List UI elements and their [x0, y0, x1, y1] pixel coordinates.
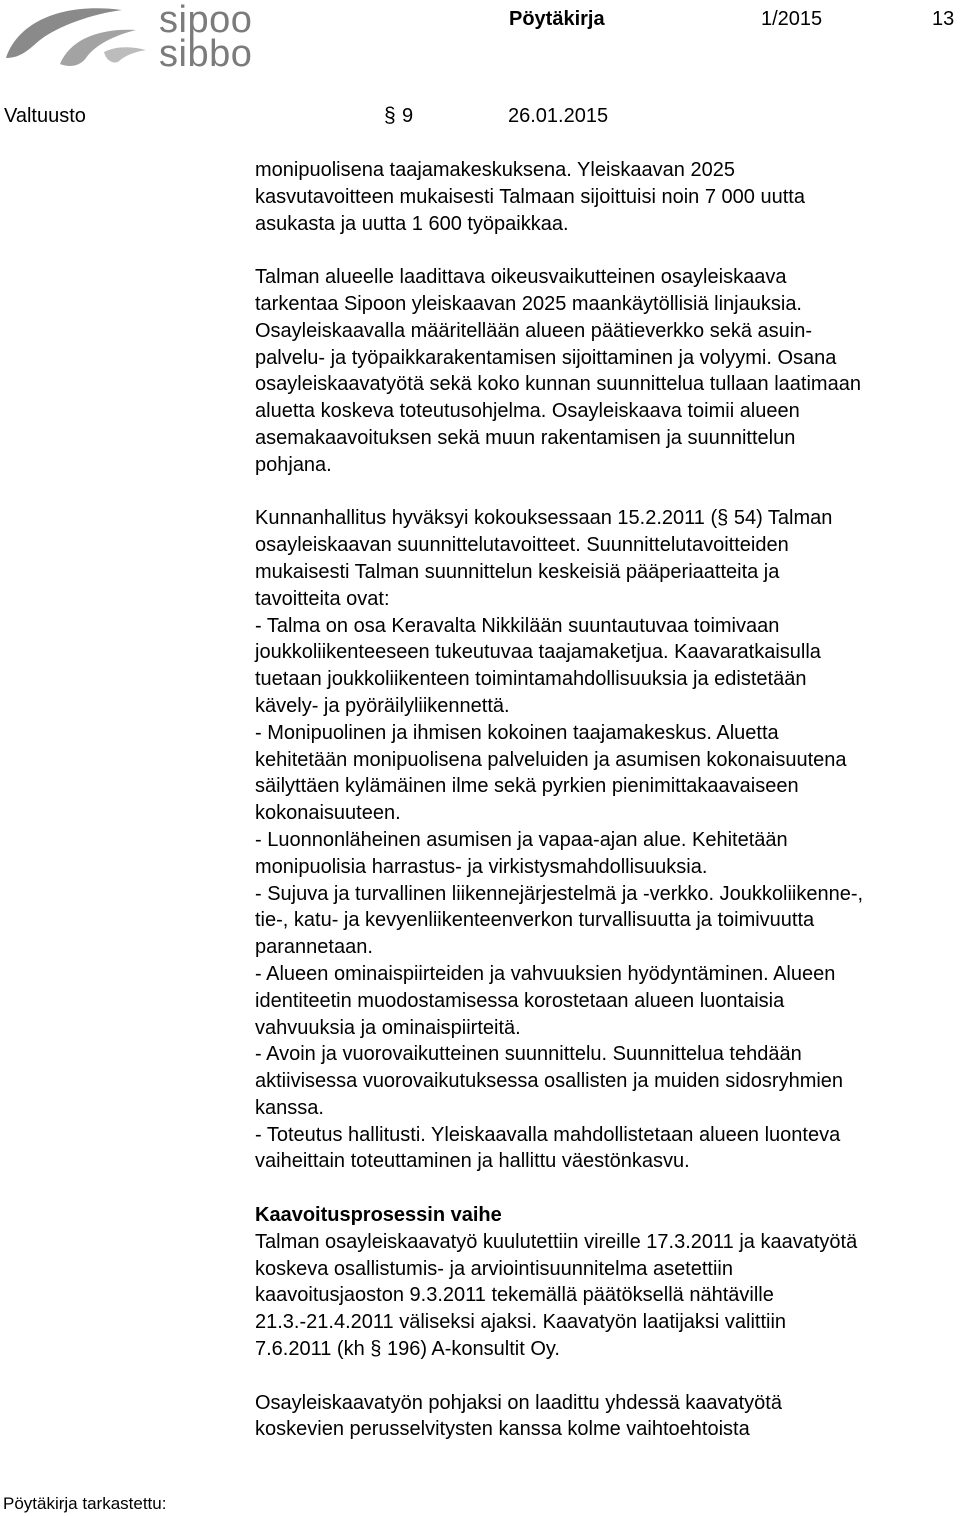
section-symbol: § [384, 104, 396, 127]
text-line: identiteetin muodostamisessa korostetaan alueen luontaisia [255, 989, 785, 1012]
text-line: mukaisesti Talman suunnittelun keskeisiä pääperiaatteita ja [255, 560, 780, 583]
municipality-logo [0, 0, 260, 76]
text-line: - Talma on osa Keravalta Nikkilään suuntautuvaa toimivaan [255, 614, 780, 637]
text-line: pohjana. [255, 453, 332, 476]
text-line: vaiheittain toteuttaminen ja hallittu väestönkasvu. [255, 1150, 690, 1173]
text-line: tavoitteita ovat: [255, 587, 390, 610]
logo-word-sibbo: sibbo [159, 33, 253, 75]
paragraph-process [255, 1202, 960, 1363]
text-line: aktiivisessa vuorovaikutuksessa osallisten ja muiden sidosryhmien [255, 1070, 844, 1093]
text-line: kokonaisuuteen. [255, 802, 401, 825]
text-line: - Monipuolinen ja ihmisen kokoinen taajamakeskus. Aluetta [255, 721, 779, 744]
text-line: Osayleiskaavatyön pohjaksi on laadittu yhdessä kaavatyötä [255, 1391, 782, 1414]
text-line: - Alueen ominaispiirteiden ja vahvuuksien hyödyntäminen. Alueen [255, 962, 836, 985]
text-line: asemakaavoituksen sekä muun rakentamisen ja suunnittelun [255, 426, 796, 449]
text-line: osayleiskaavatyötä sekä koko kunnan suunnittelua tullaan laatimaan [255, 373, 861, 396]
text-line: tarkentaa Sipoon yleiskaavan 2025 maankäytöllisiä linjauksia. [255, 292, 802, 315]
text-line: koskeva osallistumis- ja arviointisuunnitelma asetettiin [255, 1257, 733, 1280]
text-line: - Sujuva ja turvallinen liikennejärjestelmä ja -verkko. Joukkoliikenne-, [255, 882, 864, 905]
text-line: kävely- ja pyöräilyliikennettä. [255, 694, 510, 717]
text-line: Osayleiskaavalla määritellään alueen päätieverkko sekä asuin- [255, 319, 812, 342]
section-heading: Kaavoitusprosessin vaihe [255, 1204, 502, 1227]
meeting-date: 26.01.2015 [508, 105, 609, 127]
page-number: 13 [932, 8, 955, 30]
text-line: vahvuuksia ja ominaispiirteitä. [255, 1016, 521, 1039]
footer-review-label: Pöytäkirja tarkastettu: [3, 1494, 167, 1513]
text-line: monipuolisena taajamakeskuksena. Yleiskaavan 2025 [255, 159, 735, 181]
text-line: parannetaan. [255, 936, 373, 959]
text-line: Talman alueelle laadittava oikeusvaikutteinen osayleiskaava [255, 266, 787, 289]
text-line: osayleiskaavan suunnittelutavoitteet. Suunnittelutavoitteiden [255, 534, 789, 557]
section-symbol: § [717, 507, 729, 530]
document-body [255, 157, 960, 1443]
text-line: - Toteutus hallitusti. Yleiskaavalla mahdollistetaan alueen luonteva [255, 1123, 841, 1146]
text-line: asukasta ja uutta 1 600 työpaikkaa. [255, 212, 569, 235]
text-line: monipuolisia harrastus- ja virkistysmahdollisuuksia. [255, 855, 708, 878]
document-number: 1/2015 [761, 8, 823, 30]
text-line: kasvutavoitteen mukaisesti Talmaan sijoittuisi noin 7 000 uutta [255, 185, 805, 208]
paragraph-closing [255, 1390, 960, 1444]
text-line: - Avoin ja vuorovaikutteinen suunnittelu. Suunnittelua tehdään [255, 1043, 802, 1066]
section-symbol: § [370, 1338, 382, 1361]
text-line: aluetta koskeva toteutusohjelma. Osayleiskaava toimii alueen [255, 400, 800, 423]
text-line: Talman osayleiskaavatyö kuulutettiin vireille 17.3.2011 ja kaavatyötä [255, 1230, 858, 1253]
text-line: kanssa. [255, 1096, 324, 1119]
text-line: palvelu- ja työpaikkarakentamisen sijoittaminen ja volyymi. Osana [255, 346, 837, 369]
text-line: koskevien perusselvitysten kanssa kolme vaihtoehtoista [255, 1418, 750, 1441]
paragraph-intro [255, 157, 960, 237]
text-line: säilyttäen kylämäinen ilme sekä pyrkien pienimittakaavaiseen [255, 775, 799, 798]
text-line: - Luonnonläheinen asumisen ja vapaa-ajan alue. Kehitetään [255, 828, 788, 851]
logo-emblem-icon [0, 0, 150, 76]
text-line: tuetaan joukkoliikenteen toimintamahdollisuuksia ja edistetään [255, 668, 807, 691]
section-number: 9 [402, 105, 414, 127]
text-line: 7.6.2011 (kh § 196) A-konsultit Oy. [255, 1338, 560, 1361]
document-type: Pöytäkirja [509, 8, 605, 30]
logo-word-sipoo: sipoo [159, 0, 253, 41]
text-line: Kunnanhallitus hyväksyi kokouksessaan 15.2.2011 (§ 54) Talman [255, 507, 833, 530]
text-line: joukkoliikenteeseen tukeutuvaa taajamaketjua. Kaavaratkaisulla [255, 641, 821, 664]
text-line: 21.3.-21.4.2011 väliseksi ajaksi. Kaavatyön laatijaksi valittiin [255, 1311, 787, 1334]
text-line: kaavoitusjaoston 9.3.2011 tekemällä päätöksellä nähtäville [255, 1284, 774, 1307]
body-name: Valtuusto [4, 105, 86, 127]
text-line: tie-, katu- ja kevyenliikenteenverkon turvallisuutta ja toimivuutta [255, 909, 815, 932]
text-line: kehitetään monipuolisena palveluiden ja asumisen kokonaisuutena [255, 748, 847, 771]
paragraph-goals [255, 505, 960, 1175]
paragraph-osayleiskaava [255, 264, 960, 478]
